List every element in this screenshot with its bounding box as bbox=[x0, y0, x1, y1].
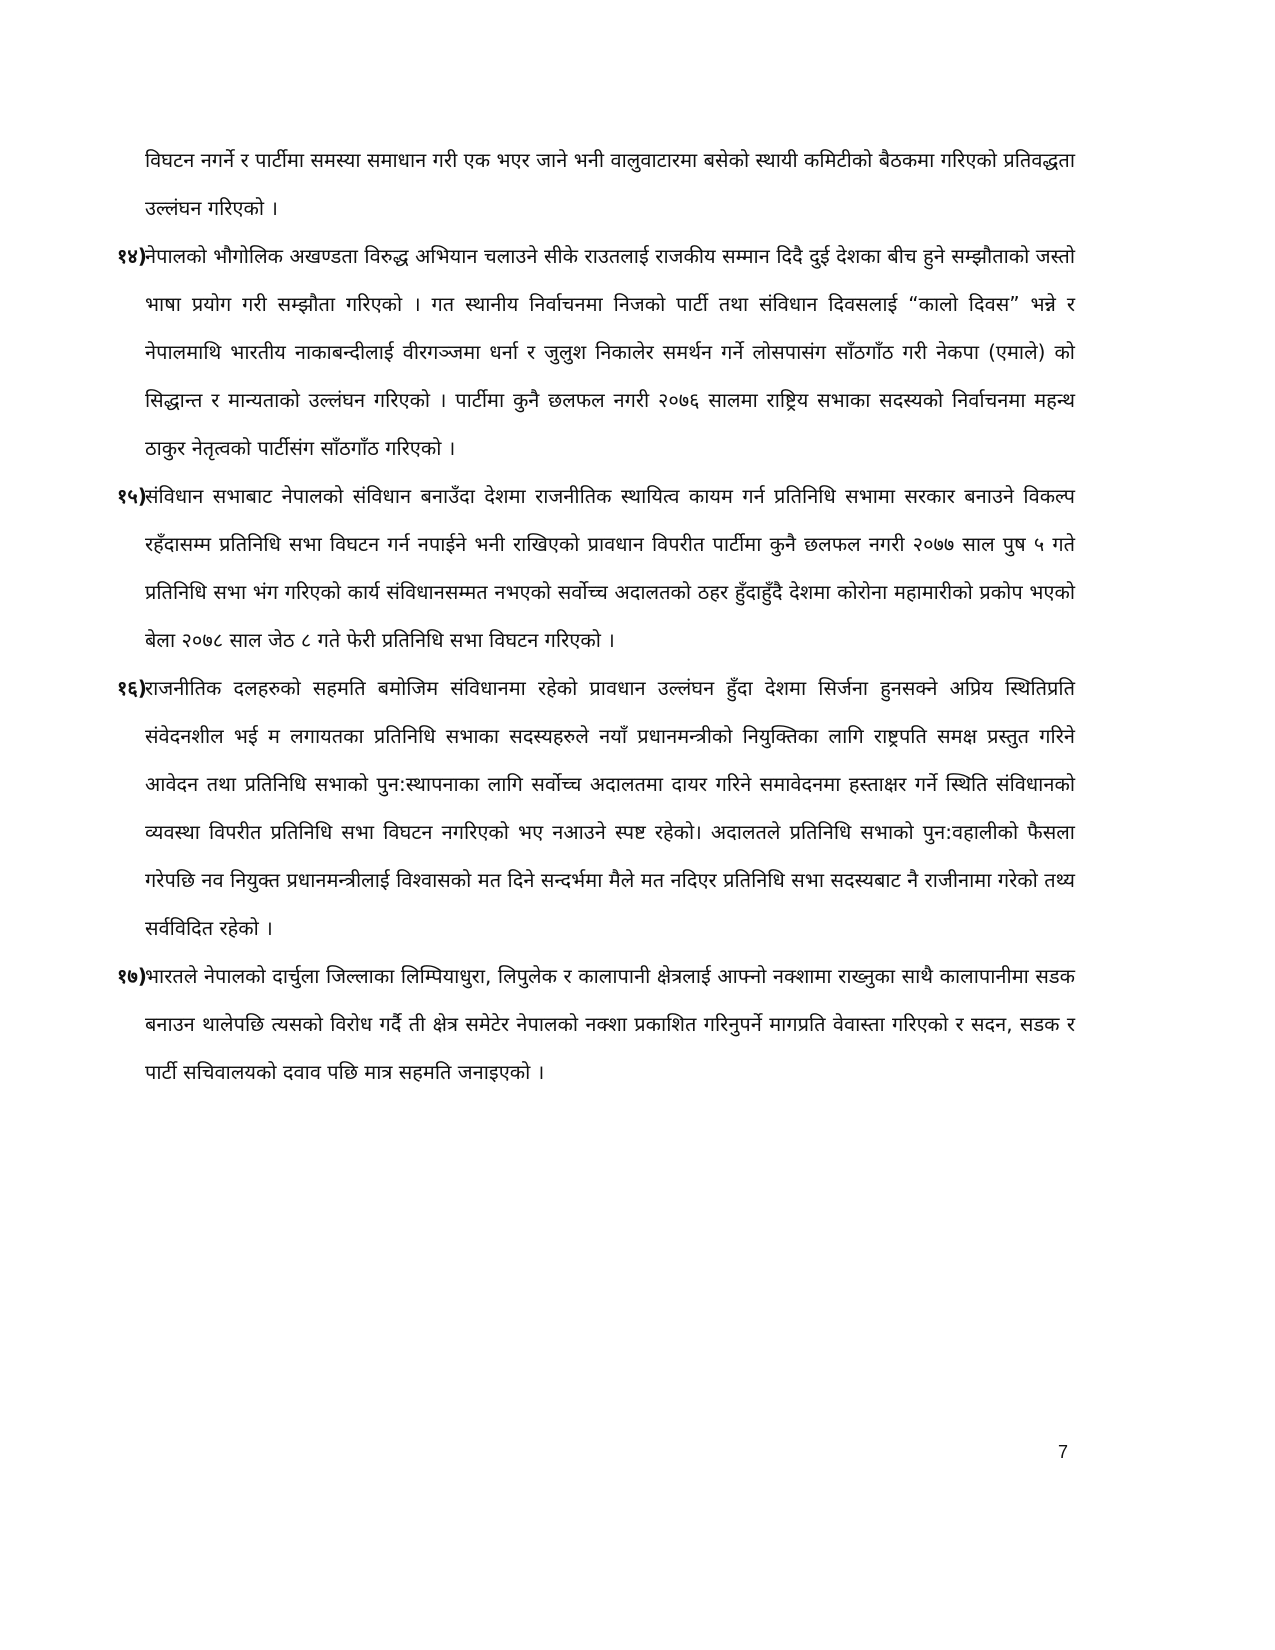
item-text: संविधान सभाबाट नेपालको संविधान बनाउँदा देशमा राजनीतिक स्थायित्व कायम गर्न प्रतिनिधि सभामा सरकार बनाउने विकल्प रहँदासम्म प्रतिनिधि सभा विघटन गर्न नपाईने भनी राखिएको प्रावधान विपरीत पार्टीमा कुनै छलफल नगरी २०७७ साल पुष ५ गते प्रतिनिधि सभा भंग गरिएको कार्य संविधानसम्मत नभएको सर्वोच्च अदालतको ठहर हुँदाहुँदै देशमा कोरोना महामारीको प्रकोप भएको बेला २०७८ साल जेठ ८ गते फेरी प्रतिनिधि सभा विघटन गरिएको । bbox=[145, 484, 1075, 652]
numbered-list bbox=[117, 232, 1075, 1096]
item-number: १६) bbox=[117, 676, 147, 700]
continuation-paragraph: विघटन नगर्ने र पार्टीमा समस्या समाधान गरी एक भएर जाने भनी वालुवाटारमा बसेको स्थायी कमिटीको बैठकमा गरिएको प्रतिवद्धता उल्लंघन गरिएको । bbox=[145, 148, 1075, 220]
page-number: 7 bbox=[1058, 1442, 1069, 1462]
item-text: राजनीतिक दलहरुको सहमति बमोजिम संविधानमा रहेको प्रावधान उल्लंघन हुँदा देशमा सिर्जना हुनसक्ने अप्रिय स्थितिप्रति संवेदनशील भई म लगायतका प्रतिनिधि सभाका सदस्यहरुले नयाँ प्रधानमन्त्रीको नियुक्तिका लागि राष्ट्रपति समक्ष प्रस्तुत गरिने आवेदन तथा प्रतिनिधि सभाको पुन:स्थापनाका लागि सर्वोच्च अदालतमा दायर गरिने समावेदनमा हस्ताक्षर गर्ने स्थिति संविधानको व्यवस्था विपरीत प्रतिनिधि सभा विघटन नगरिएको भए नआउने स्पष्ट रहेको। अदालतले प्रतिनिधि सभाको पुन:वहालीको फैसला गरेपछि नव नियुक्त प्रधानमन्त्रीलाई विश्वासको मत दिने सन्दर्भमा मैले मत नदिएर प्रतिनिधि सभा सदस्यबाट नै राजीनामा गरेको तथ्य सर्वविदित रहेको । bbox=[145, 676, 1075, 940]
list-item-17 bbox=[117, 952, 1075, 1096]
item-text: नेपालको भौगोलिक अखण्डता विरुद्ध अभियान चलाउने सीके राउतलाई राजकीय सम्मान दिदै दुई देशका बीच हुने सम्झौताको जस्तो भाषा प्रयोग गरी सम्झौता गरिएको । गत स्थानीय निर्वाचनमा निजको पार्टी तथा संविधान दिवसलाई “कालो दिवस” भन्ने र नेपालमाथि भारतीय नाकाबन्दीलाई वीरगञ्जमा धर्ना र जुलुश निकालेर समर्थन गर्ने लोसपासंग साँठगाँठ गरी नेकपा (एमाले) को सिद्धान्त र मान्यताको उल्लंघन गरिएको । पार्टीमा कुनै छलफल नगरी २०७६ सालमा राष्ट्रिय सभाका सदस्यको निर्वाचनमा महन्थ ठाकुर नेतृत्वको पार्टीसंग साँठगाँठ गरिएको । bbox=[145, 244, 1075, 460]
item-number: १५) bbox=[117, 484, 147, 508]
list-item-15 bbox=[117, 472, 1075, 664]
list-item-16 bbox=[117, 664, 1075, 952]
list-item-14 bbox=[117, 232, 1075, 472]
item-number: १४) bbox=[117, 244, 147, 268]
item-number: १७) bbox=[117, 964, 147, 988]
item-text: भारतले नेपालको दार्चुला जिल्लाका लिम्पियाधुरा, लिपुलेक र कालापानी क्षेत्रलाई आफ्नो नक्शामा राख्नुका साथै कालापानीमा सडक बनाउन थालेपछि त्यसको विरोध गर्दै ती क्षेत्र समेटेर नेपालको नक्शा प्रकाशित गरिनुपर्ने मागप्रति वेवास्ता गरिएको र सदन, सडक र पार्टी सचिवालयको दवाव पछि मात्र सहमति जनाइएको । bbox=[145, 964, 1075, 1084]
